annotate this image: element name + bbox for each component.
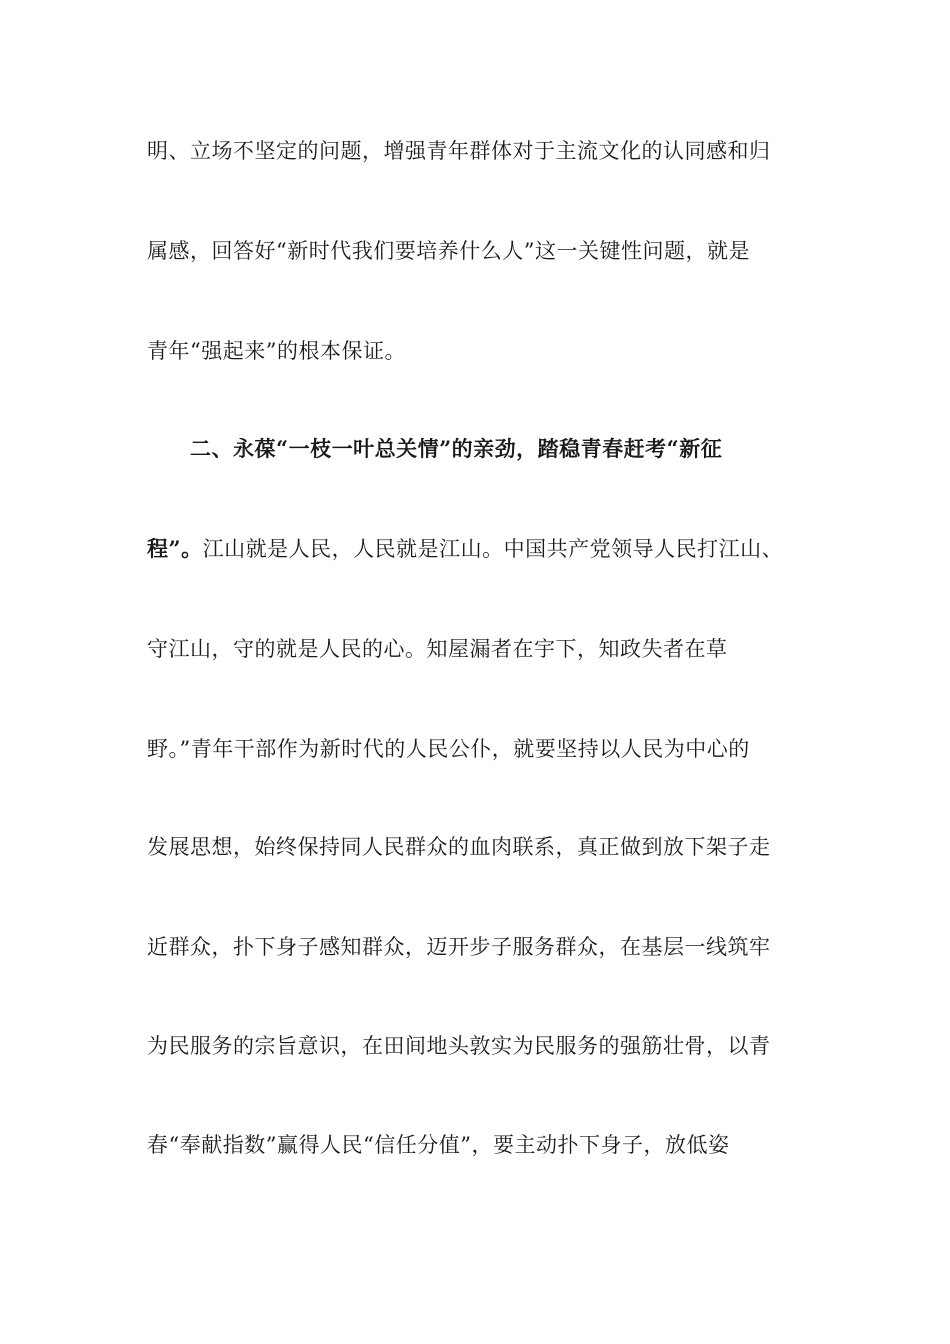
- paragraph-line: 野。”青年干部作为新时代的人民公仆，就要坚持以人民为中心的: [147, 737, 750, 761]
- section-heading: 二、永葆“一枝一叶总关情”的亲劲，踏稳青春赶考“新征: [190, 436, 723, 461]
- paragraph-line: 近群众，扑下身子感知群众，迈开步子服务群众，在基层一线筑牢: [147, 935, 771, 959]
- paragraph-line: 青年“强起来”的根本保证。: [147, 339, 406, 363]
- paragraph-line: 属感，回答好“新时代我们要培养什么人”这一关键性问题，就是: [147, 239, 750, 263]
- paragraph-line: 明、立场不坚定的问题，增强青年群体对于主流文化的认同感和归: [147, 139, 771, 163]
- paragraph-line: [147, 534, 807, 564]
- paragraph-line: 发展思想，始终保持同人民群众的血肉联系，真正做到放下架子走: [147, 835, 771, 859]
- paragraph-text: 江山就是人民，人民就是江山。中国共产党领导人民打江山、: [202, 537, 784, 561]
- paragraph-line: 守江山，守的就是人民的心。知屋漏者在宇下，知政失者在草: [147, 637, 728, 661]
- paragraph-line: 为民服务的宗旨意识，在田间地头敦实为民服务的强筋壮骨，以青: [147, 1034, 771, 1058]
- paragraph-line: 春“奉献指数”赢得人民“信任分值”，要主动扑下身子，放低姿: [147, 1133, 730, 1157]
- section-heading-continuation: 程”。: [147, 536, 203, 561]
